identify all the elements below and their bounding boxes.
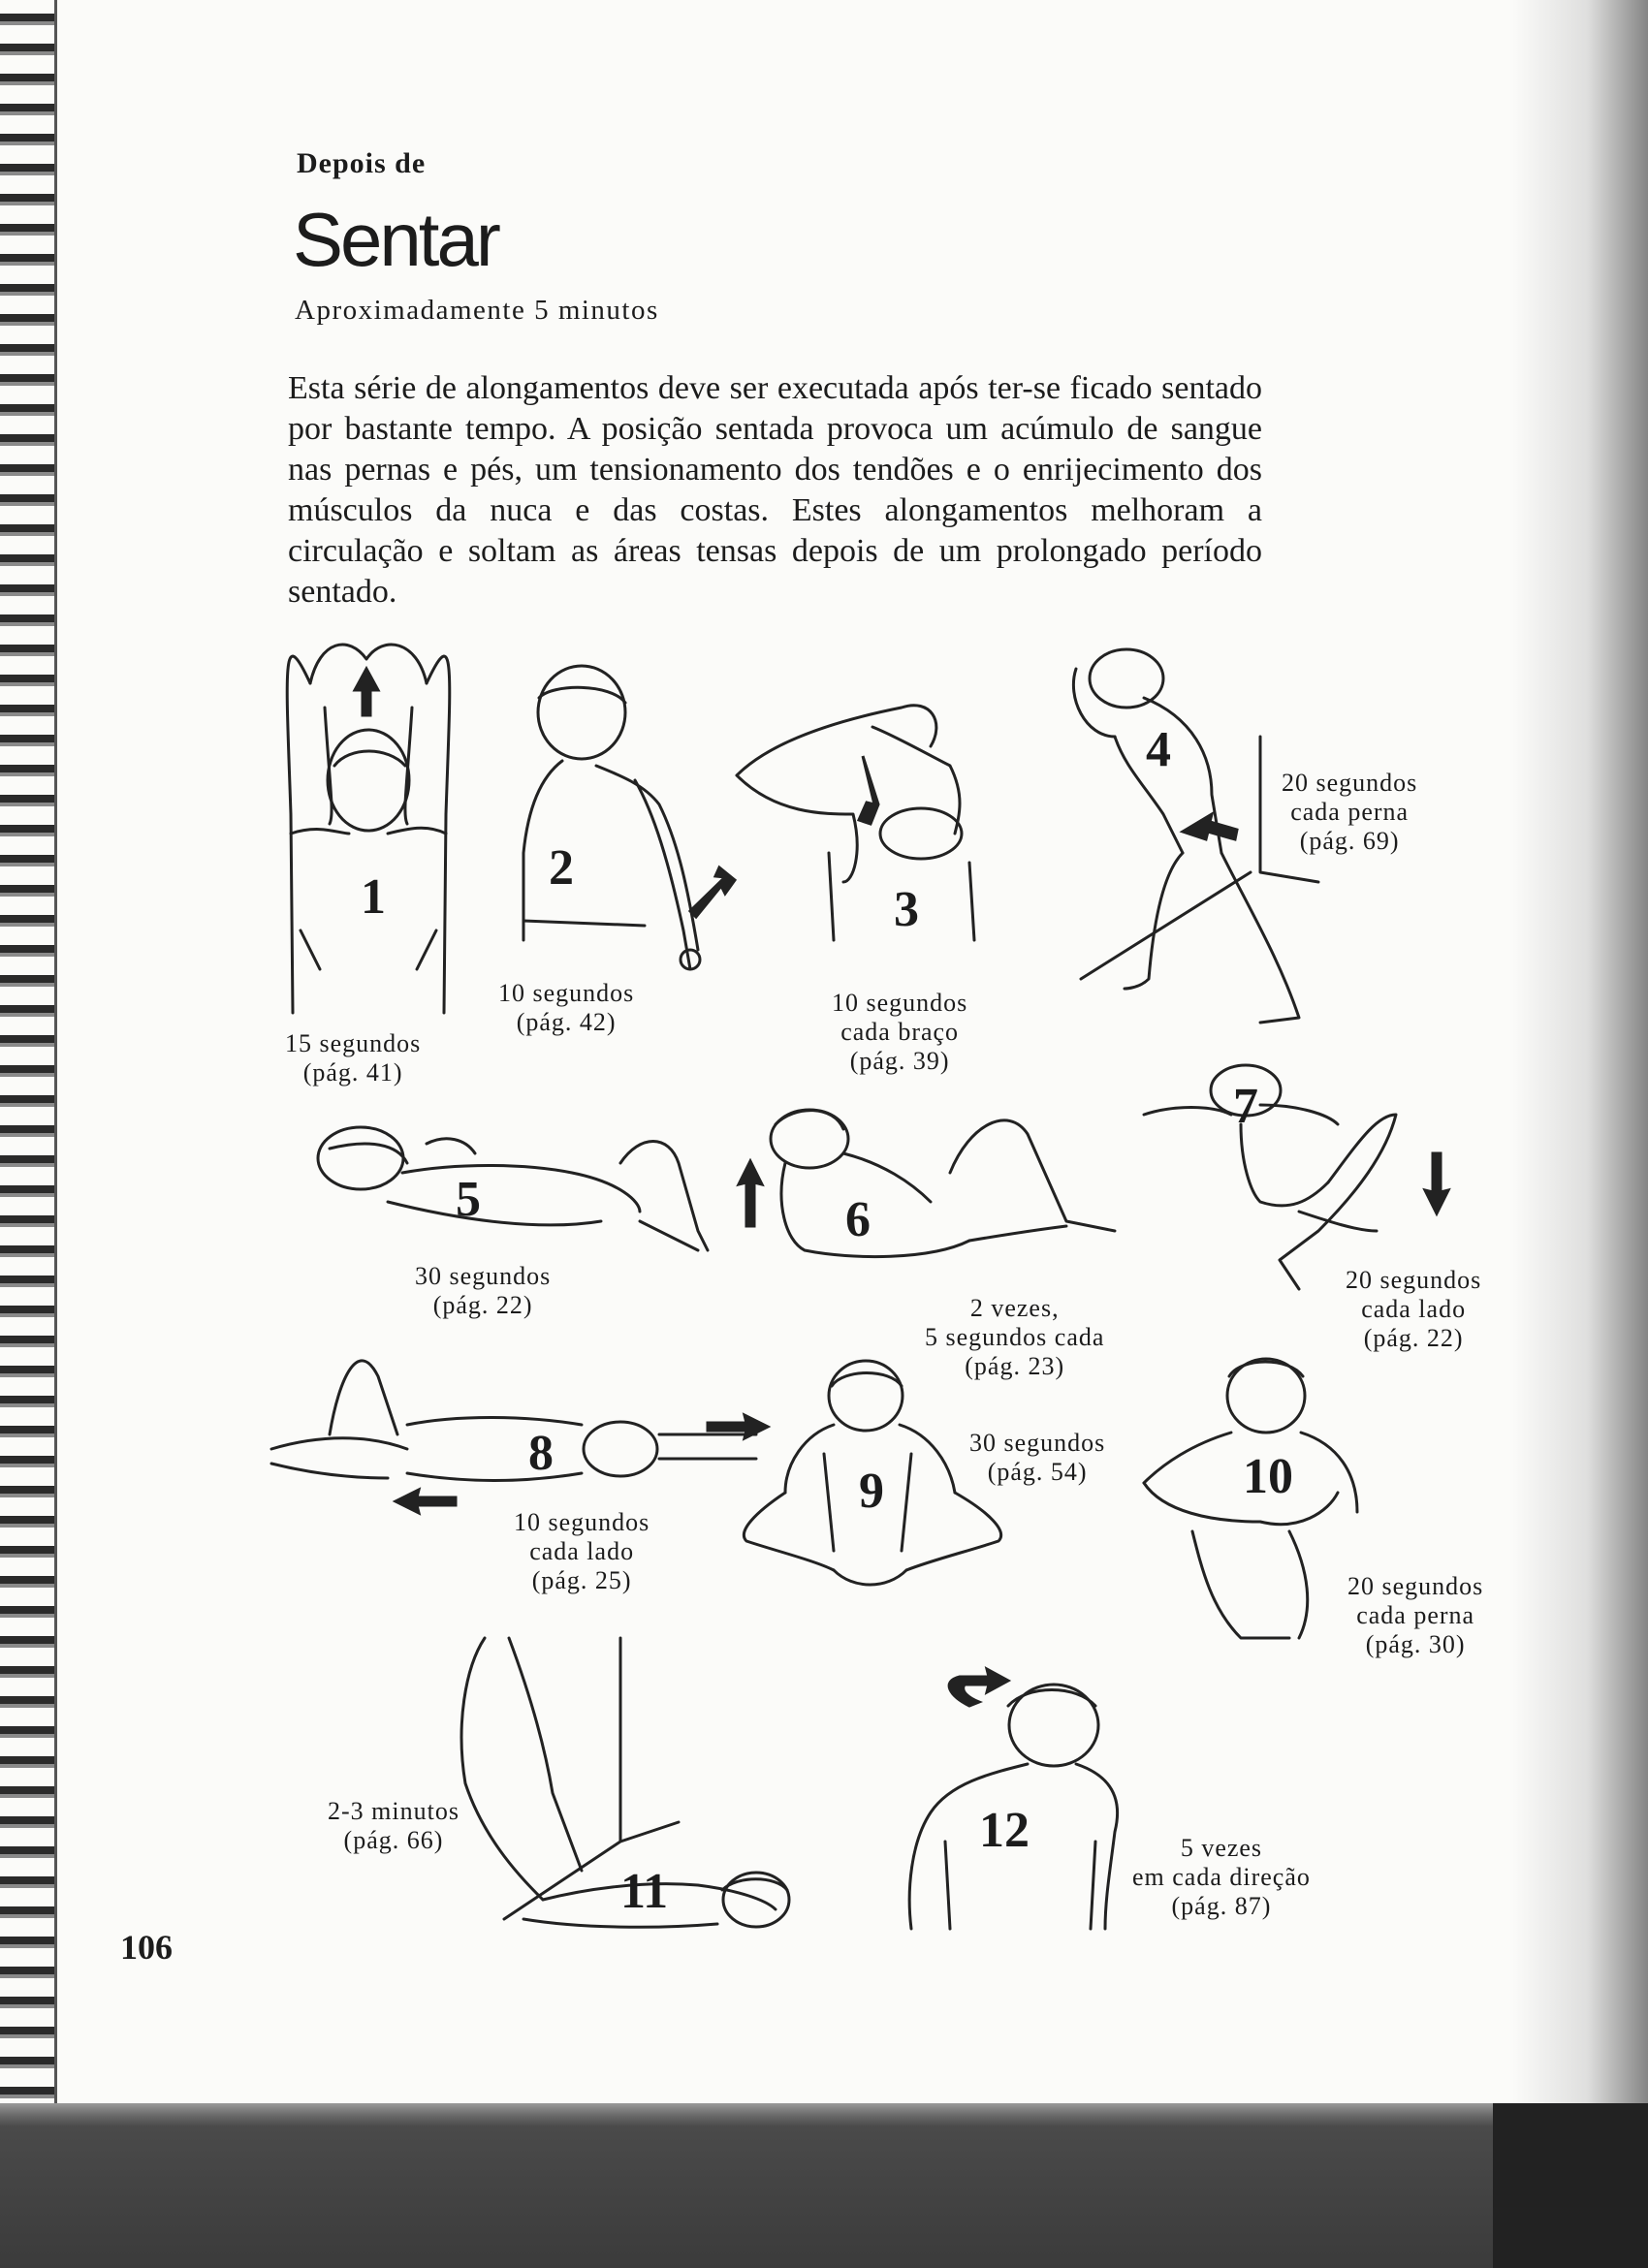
figure-5-illustration (318, 1127, 708, 1250)
caption-4: 20 segundos cada perna (pág. 69) (1282, 769, 1418, 855)
caption-6: 2 vezes, 5 segundos cada (pág. 23) (925, 1294, 1105, 1380)
caption-1: 15 segundos (pág. 41) (285, 1029, 422, 1087)
duration: Aproximadamente 5 minutos (295, 295, 659, 326)
caption-2: 10 segundos (pág. 42) (498, 979, 635, 1036)
figure-5-number: 5 (456, 1172, 481, 1227)
caption-12: 5 vezes em cada direção (pág. 87) (1132, 1834, 1311, 1920)
page-title: Sentar (293, 197, 498, 282)
figure-1-number: 1 (361, 869, 386, 925)
figure-1-illustration (287, 645, 450, 1013)
caption-8: 10 segundos cada lado (pág. 25) (514, 1508, 650, 1594)
caption-7: 20 segundos cada lado (pág. 22) (1346, 1266, 1482, 1352)
caption-11: 2-3 minutos (pág. 66) (328, 1797, 460, 1854)
caption-3: 10 segundos cada braço (pág. 39) (832, 989, 968, 1075)
figure-9-number: 9 (859, 1464, 884, 1519)
figure-8-illustration (271, 1361, 768, 1513)
intro-paragraph: Esta série de alongamentos deve ser executada após ter-se ficado sentado por bastante tempo. A posição sentada provoca um acúmulo de sangue nas pernas e pés, um tensionamento dos tendões e o enrijecimento dos músculos da nuca e das costas. Estes alongamentos melhoram a circulação e soltam as áreas tensas depois de um prolongado período sentado. (288, 370, 1262, 610)
figure-4-number: 4 (1146, 722, 1171, 777)
figure-10-number: 10 (1243, 1449, 1293, 1504)
caption-10: 20 segundos cada perna (pág. 30) (1347, 1572, 1484, 1658)
caption-9: 30 segundos (pág. 54) (969, 1429, 1106, 1486)
figure-7-number: 7 (1233, 1079, 1258, 1134)
kicker: Depois de (297, 147, 427, 179)
figure-2-illustration (523, 666, 735, 969)
figure-12-illustration (909, 1669, 1117, 1929)
figure-11-number: 11 (620, 1864, 669, 1919)
figure-9-illustration (744, 1361, 1000, 1585)
figure-6-illustration (739, 1110, 1115, 1257)
figure-6-number: 6 (845, 1192, 871, 1247)
scanner-background (0, 2103, 1648, 2268)
page-number: 106 (120, 1928, 173, 1967)
caption-5: 30 segundos (pág. 22) (415, 1262, 552, 1319)
scanner-edge (1493, 2103, 1648, 2268)
figure-7-illustration (1144, 1065, 1448, 1289)
figure-8-number: 8 (528, 1426, 554, 1481)
figure-10-illustration (1144, 1359, 1357, 1638)
figure-3-illustration (737, 706, 974, 940)
figure-2-number: 2 (549, 840, 574, 896)
figure-3-number: 3 (894, 882, 919, 937)
figure-12-number: 12 (979, 1803, 1030, 1858)
figure-11-illustration (461, 1638, 789, 1927)
